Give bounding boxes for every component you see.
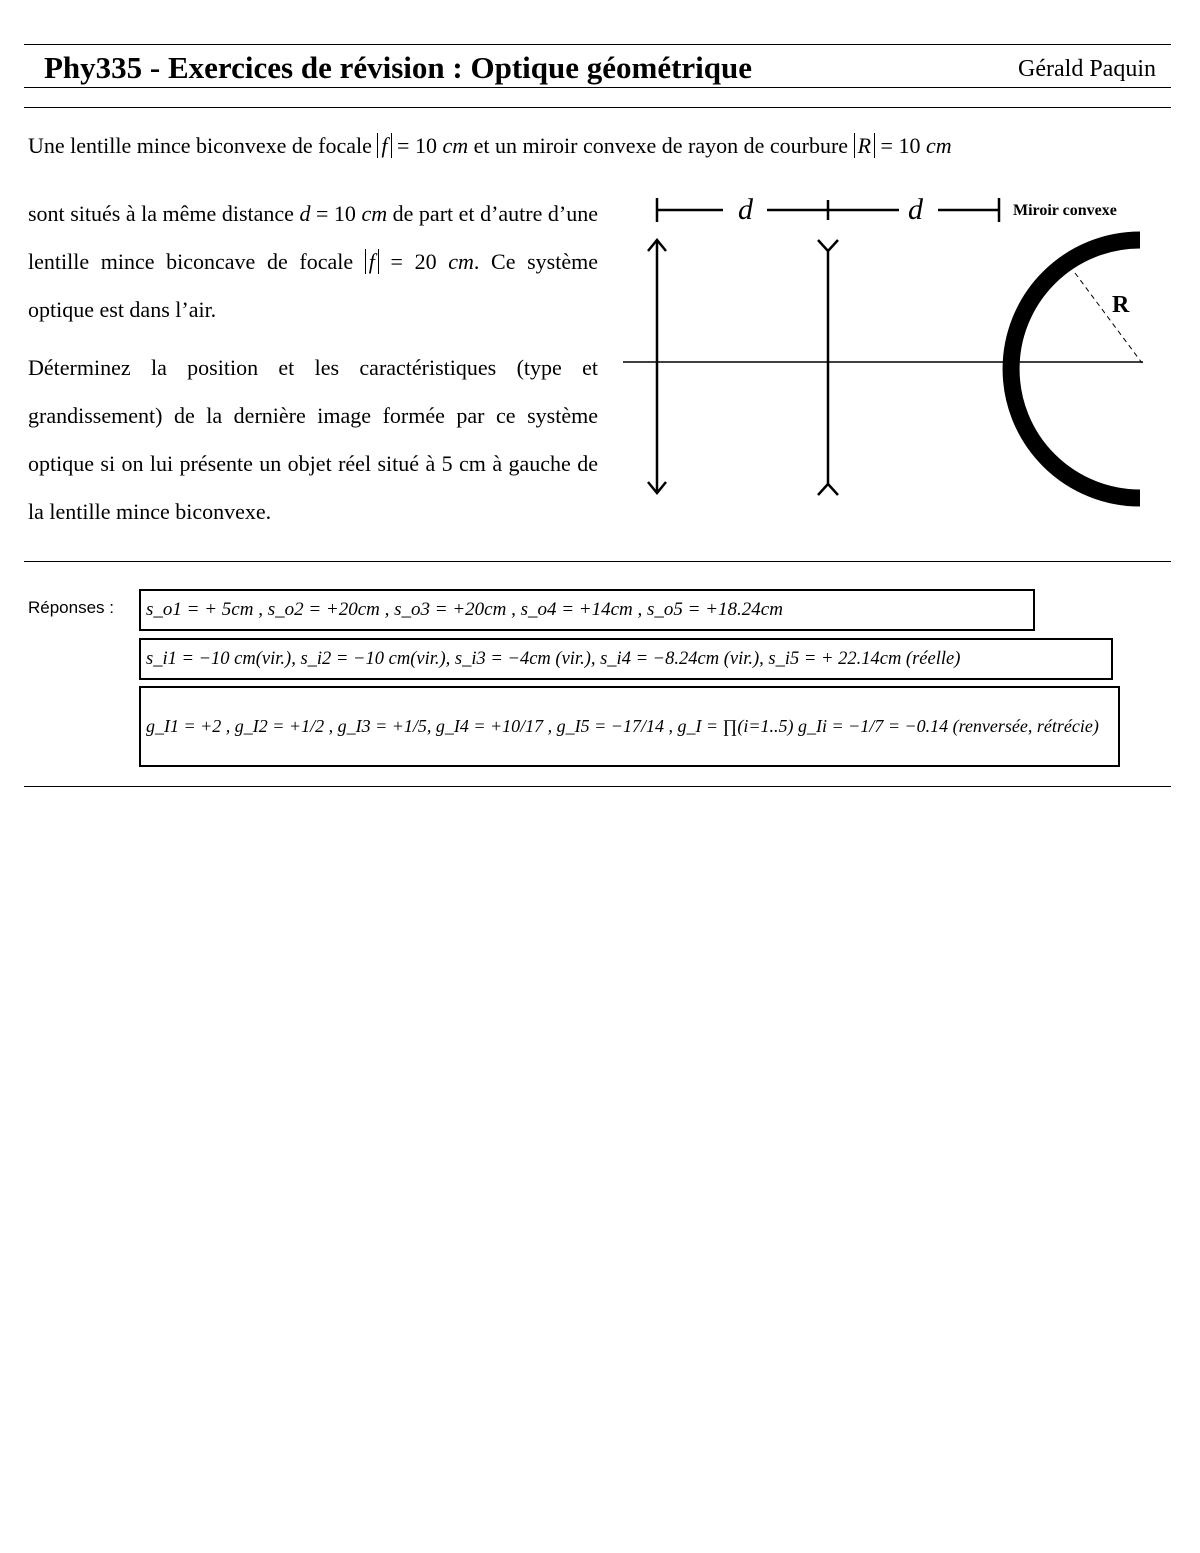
focal2-value: = 20 bbox=[378, 249, 449, 274]
header-bottom-rule bbox=[24, 107, 1171, 108]
statement-part-3: . Ce système optique est dans l’air. bbox=[28, 249, 598, 322]
radius-unit: cm bbox=[925, 133, 952, 158]
radius-line bbox=[1075, 273, 1142, 363]
dimension-line bbox=[657, 198, 999, 222]
answers-label: Réponses : bbox=[28, 598, 114, 617]
answer-image-distances bbox=[139, 638, 1113, 680]
focal-symbol: f bbox=[381, 133, 388, 158]
focal-unit: cm bbox=[442, 133, 469, 158]
distance-unit: cm bbox=[361, 201, 388, 226]
author-name: Gérald Paquin bbox=[1018, 56, 1156, 82]
answer-object-distances bbox=[139, 589, 1035, 631]
biconcave-lens-icon bbox=[818, 240, 838, 495]
distance-value: = 10 bbox=[310, 201, 362, 226]
distance-label-2: d bbox=[908, 193, 923, 226]
optical-system-diagram bbox=[615, 185, 1150, 515]
radius-label: R bbox=[1112, 292, 1130, 318]
answer-grandissements bbox=[139, 686, 1120, 767]
intro-text-lens: Une lentille mince biconvexe de focale bbox=[28, 133, 378, 158]
statement-part-2: de part et d’autre d’une lentille mince biconcave de focale bbox=[28, 201, 598, 274]
intro-text-mirror: et un miroir convexe de rayon de courbure bbox=[468, 133, 854, 158]
footer-rule bbox=[24, 786, 1171, 787]
paragraph-gap bbox=[28, 334, 598, 344]
page-title: Phy335 - Exercices de révision : Optique géométrique bbox=[44, 50, 753, 85]
focal2-symbol: f bbox=[368, 249, 375, 274]
statement-question: Déterminez la position et les caractéristiques (type et grandissement) de la dernière image formée par ce système optique si on lui présente un objet réel situé à 5 cm à gauche de la lentille mince biconvexe. bbox=[28, 355, 598, 524]
header-underline bbox=[24, 87, 1171, 88]
radius-symbol: R bbox=[857, 133, 872, 158]
problem-intro bbox=[28, 133, 952, 159]
distance-label-1: d bbox=[738, 193, 753, 226]
mirror-label: Miroir convexe bbox=[1013, 202, 1117, 219]
object-distances-text: s_o1 = + 5cm , s_o2 = +20cm , s_o3 = +20cm , s_o4 = +14cm , s_o5 = +18.24cm bbox=[146, 599, 783, 620]
radius-abs bbox=[854, 133, 875, 158]
convex-mirror-icon bbox=[1011, 240, 1140, 498]
focal-value: = 10 bbox=[391, 133, 443, 158]
biconvex-lens-icon bbox=[648, 240, 666, 493]
problem-statement bbox=[28, 190, 598, 536]
radius-value: = 10 bbox=[875, 133, 926, 158]
grandissements-text: g_I1 = +2 , g_I2 = +1/2 , g_I3 = +1/5, g_I4 = +10/17 , g_I5 = −17/14 , g_I = ∏(i=1..5) g_Ii = −1/7 = −0.14 (renversée, rétrécie) bbox=[146, 716, 1099, 736]
section-separator bbox=[24, 561, 1171, 562]
distance-symbol: d bbox=[299, 201, 311, 226]
image-distances-text: s_i1 = −10 cm(vir.), s_i2 = −10 cm(vir.), s_i3 = −4cm (vir.), s_i4 = −8.24cm (vir.), s_i5 = + 22.14cm (réelle) bbox=[146, 648, 961, 669]
focal2-abs bbox=[365, 249, 379, 274]
focal2-unit: cm bbox=[448, 249, 474, 274]
focal-abs bbox=[377, 133, 391, 158]
statement-part-1: sont situés à la même distance bbox=[28, 201, 300, 226]
header-top-rule bbox=[24, 44, 1171, 45]
